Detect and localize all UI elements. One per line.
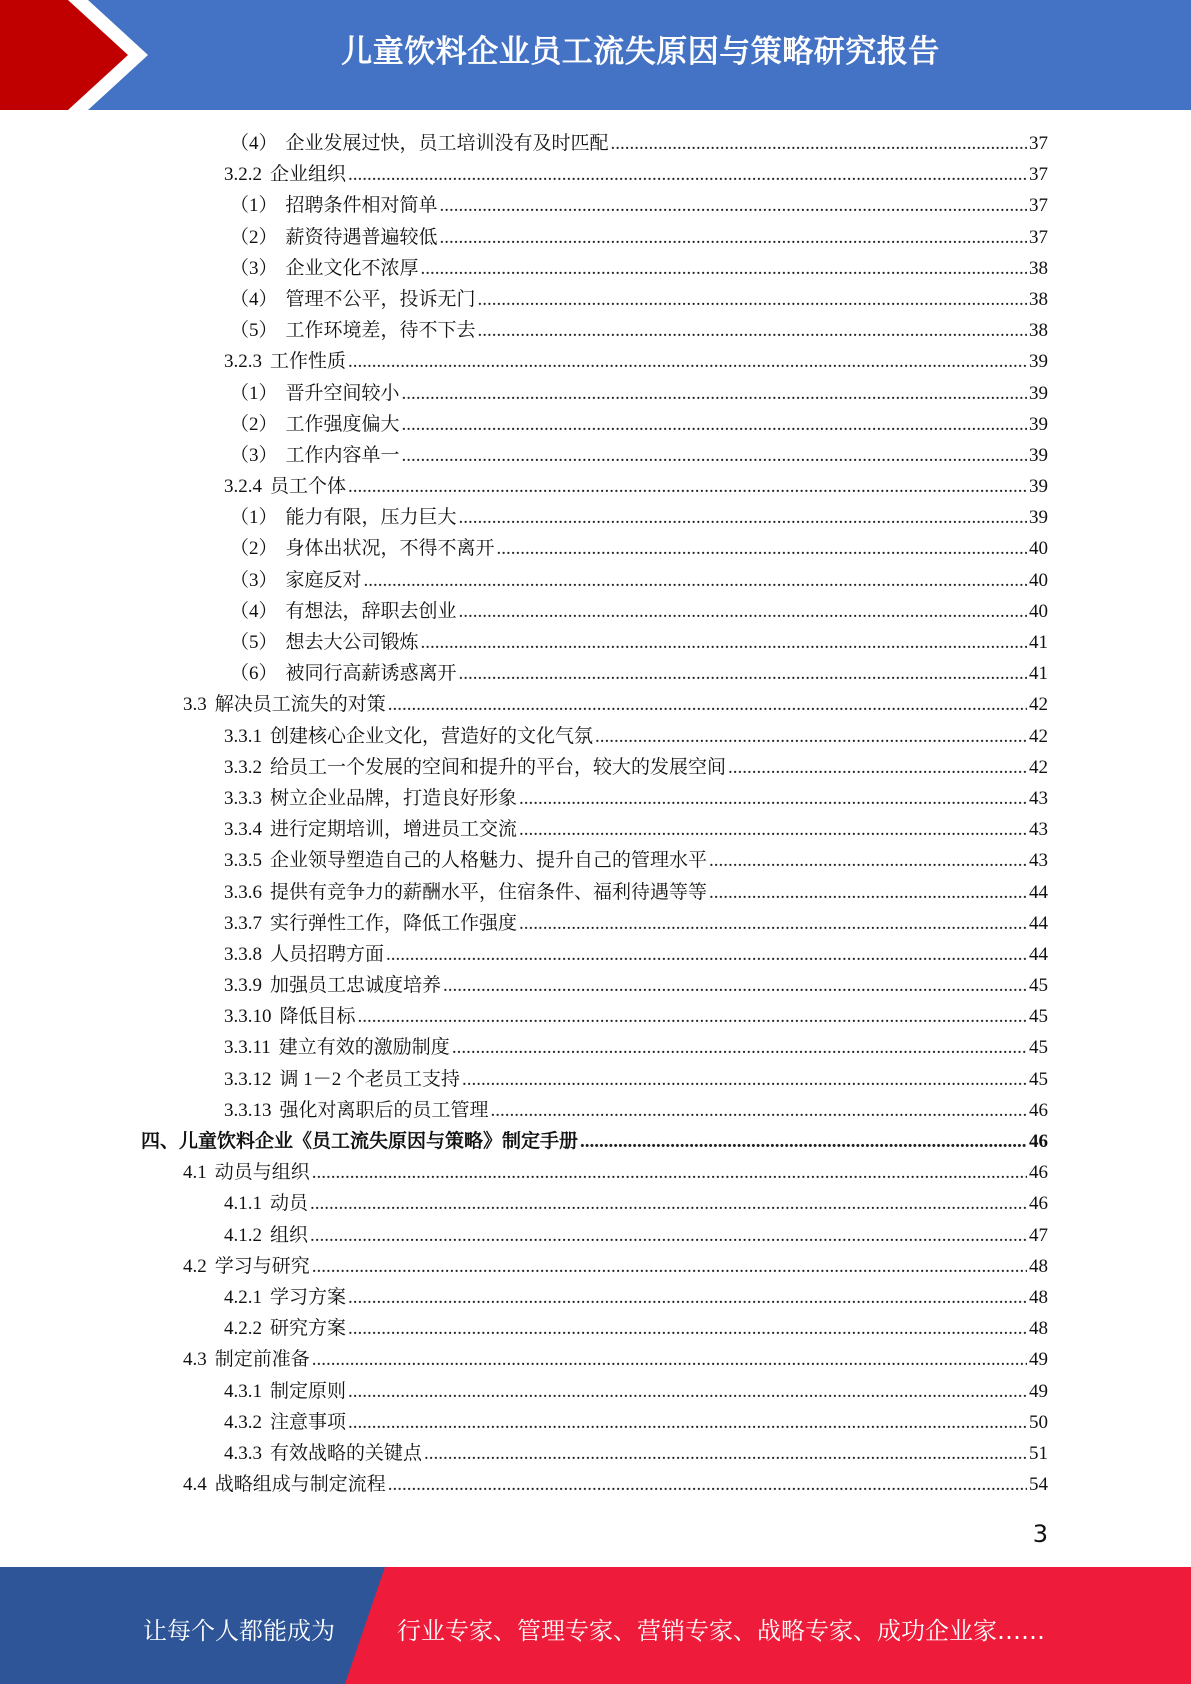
toc-entry[interactable] (141, 658, 1048, 689)
page-number: 3 (1032, 1520, 1048, 1548)
toc-dot-leader (348, 1287, 1027, 1309)
toc-dot-leader (452, 1037, 1027, 1059)
toc-dot-leader (358, 1006, 1027, 1028)
toc-entry-number: 4.2.1 (224, 1286, 262, 1308)
toc-entry-page: 45 (1029, 1037, 1048, 1059)
toc-entry-number: （6） (230, 663, 278, 685)
toc-entry-title: 注意事项 (270, 1411, 347, 1433)
toc-entry-title: 有想法，辞职去创业 (285, 600, 457, 622)
toc-entry[interactable] (141, 315, 1048, 346)
toc-entry-title: 员工个体 (270, 476, 347, 498)
toc-entry-title: 企业文化不浓厚 (285, 257, 419, 279)
toc-dot-leader (462, 1069, 1027, 1091)
toc-entry-title: 动员 (270, 1193, 309, 1215)
toc-entry[interactable] (141, 752, 1048, 783)
toc-entry-number: 3.3.2 (224, 756, 262, 778)
toc-entry-number: 4.3.1 (224, 1380, 262, 1402)
toc-entry-page: 54 (1029, 1474, 1048, 1496)
toc-entry-page: 43 (1029, 787, 1048, 809)
toc-entry[interactable] (141, 502, 1048, 533)
toc-entry-title: 薪资待遇普遍较低 (285, 226, 438, 248)
toc-entry-page: 42 (1029, 725, 1048, 747)
toc-entry-page: 48 (1029, 1286, 1048, 1308)
toc-entry[interactable] (141, 284, 1048, 315)
toc-dot-leader (440, 227, 1027, 249)
toc-entry[interactable] (141, 1469, 1048, 1500)
page-header (0, 0, 1191, 110)
toc-dot-leader (709, 882, 1027, 904)
toc-entry[interactable] (141, 970, 1048, 1001)
toc-entry-title: 研究方案 (270, 1318, 347, 1340)
toc-entry-page: 44 (1029, 881, 1048, 903)
toc-entry-page: 42 (1029, 756, 1048, 778)
toc-entry-page: 43 (1029, 850, 1048, 872)
toc-entry[interactable] (141, 1407, 1048, 1438)
toc-entry-title: 晋升空间较小 (285, 382, 400, 404)
toc-dot-leader (491, 1100, 1027, 1122)
toc-dot-leader (348, 1412, 1027, 1434)
toc-entry-number: 3.3.11 (224, 1037, 271, 1059)
toc-entry-title: 学习与研究 (214, 1255, 310, 1277)
toc-entry-page: 40 (1029, 538, 1048, 560)
toc-entry-page: 45 (1029, 1006, 1048, 1028)
toc-entry-title: 工作环境差，待不下去 (285, 320, 476, 342)
toc-entry[interactable] (141, 253, 1048, 284)
toc-dot-leader (348, 164, 1027, 186)
toc-entry-page: 49 (1029, 1349, 1048, 1371)
toc-entry-title: 进行定期培训，增进员工交流 (270, 819, 518, 841)
toc-entry-number: 3.2.2 (224, 164, 262, 186)
toc-entry-number: （4） (230, 600, 278, 622)
toc-entry-page: 41 (1029, 632, 1048, 653)
toc-entry-number: 3.3.4 (224, 819, 262, 841)
toc-entry-page: 49 (1029, 1380, 1048, 1402)
toc-entry-number: 4.2.2 (224, 1318, 262, 1340)
toc-entry-page: 38 (1029, 320, 1048, 342)
toc-entry[interactable] (141, 596, 1048, 627)
toc-entry-number: 3.3.10 (224, 1006, 272, 1028)
toc-entry-title: 工作强度偏大 (285, 413, 400, 435)
toc-entry[interactable] (141, 190, 1048, 221)
toc-entry-number: 4.4 (183, 1474, 207, 1496)
table-of-contents (141, 128, 1048, 1500)
toc-dot-leader (386, 944, 1027, 966)
toc-dot-leader (497, 538, 1027, 560)
toc-entry-title: 树立企业品牌，打造良好形象 (270, 787, 518, 809)
toc-entry[interactable] (141, 159, 1048, 190)
toc-entry-title: 制定前准备 (214, 1349, 310, 1371)
toc-entry-title: 企业组织 (270, 164, 347, 186)
toc-entry-page: 39 (1029, 476, 1048, 498)
toc-entry[interactable] (141, 1438, 1048, 1469)
toc-entry-title: 加强员工忠诚度培养 (270, 975, 442, 997)
toc-entry[interactable] (141, 783, 1048, 814)
toc-entry-page: 45 (1029, 975, 1048, 997)
toc-entry[interactable] (141, 1032, 1048, 1063)
toc-entry-number: 3.2.3 (224, 351, 262, 373)
toc-entry-title: 提供有竞争力的薪酬水平，住宿条件、福利待遇等等 (270, 881, 708, 903)
toc-entry-page: 46 (1029, 1099, 1048, 1121)
toc-entry-number: 3.3.6 (224, 881, 262, 903)
toc-entry[interactable] (141, 939, 1048, 970)
toc-entry-page: 39 (1029, 351, 1048, 373)
toc-entry-title: 给员工一个发展的空间和提升的平台，较大的发展空间 (270, 756, 727, 778)
toc-entry-number: 4.1.2 (224, 1224, 262, 1246)
toc-entry-title: 建立有效的激励制度 (278, 1037, 450, 1059)
toc-entry-title: 强化对离职后的员工管理 (279, 1099, 489, 1121)
toc-entry-title: 调 1－2 个老员工支持 (279, 1068, 461, 1090)
toc-entry[interactable] (141, 1064, 1048, 1095)
toc-entry[interactable] (141, 128, 1048, 159)
toc-dot-leader (402, 445, 1027, 467)
toc-entry[interactable] (141, 440, 1048, 471)
toc-entry-title: 动员与组织 (214, 1162, 310, 1184)
toc-entry-number: （4） (230, 133, 278, 154)
toc-entry[interactable] (141, 378, 1048, 409)
toc-entry-number: （2） (230, 226, 278, 248)
footer-slogan-left: 让每个人都能成为 (143, 1617, 335, 1645)
toc-entry-number: （3） (230, 569, 278, 591)
toc-entry-title: 组织 (270, 1224, 309, 1246)
toc-entry-number: （3） (230, 444, 278, 466)
toc-entry[interactable] (141, 471, 1048, 502)
toc-entry-page: 37 (1029, 164, 1048, 186)
toc-entry[interactable] (141, 533, 1048, 564)
toc-entry[interactable] (141, 1188, 1048, 1219)
toc-dot-leader (459, 507, 1027, 529)
toc-dot-leader (348, 351, 1027, 373)
toc-dot-leader (312, 1349, 1027, 1371)
toc-entry-page: 50 (1029, 1411, 1048, 1433)
toc-entry-number: 3.3.12 (224, 1068, 272, 1090)
toc-entry[interactable] (141, 627, 1048, 658)
toc-entry-page: 44 (1029, 943, 1048, 965)
toc-entry-title: 企业领导塑造自己的人格魅力、提升自己的管理水平 (270, 850, 708, 872)
toc-entry[interactable] (141, 1220, 1048, 1251)
toc-entry[interactable] (141, 877, 1048, 908)
toc-entry-number: 3.3.8 (224, 943, 262, 965)
toc-entry[interactable] (141, 1282, 1048, 1313)
toc-dot-leader (459, 601, 1027, 623)
toc-entry-title: 家庭反对 (285, 569, 362, 591)
toc-entry[interactable] (141, 1001, 1048, 1032)
toc-dot-leader (421, 258, 1027, 280)
toc-entry-number: 4.2 (183, 1255, 207, 1277)
toc-dot-leader (709, 850, 1027, 872)
toc-entry[interactable] (141, 1095, 1048, 1126)
toc-entry-number: 3.3.13 (224, 1099, 272, 1121)
toc-dot-leader (312, 1256, 1027, 1278)
toc-entry-page: 42 (1029, 694, 1048, 716)
toc-dot-leader (440, 195, 1027, 217)
toc-dot-leader (519, 819, 1027, 841)
toc-entry-title: 企业发展过快，员工培训没有及时匹配 (285, 133, 609, 154)
toc-entry-number: （2） (230, 413, 278, 435)
toc-entry-number: （3） (230, 257, 278, 279)
toc-entry-number: 3.3.3 (224, 787, 262, 809)
toc-entry[interactable] (141, 1126, 1048, 1157)
toc-entry-title: 学习方案 (270, 1286, 347, 1308)
toc-entry-title: 管理不公平，投诉无门 (285, 288, 476, 310)
toc-entry-title: 身体出状况，不得不离开 (285, 538, 495, 560)
toc-dot-leader (364, 570, 1027, 592)
toc-dot-leader (388, 1474, 1027, 1496)
toc-dot-leader (478, 289, 1027, 311)
toc-entry-page: 39 (1029, 444, 1048, 466)
toc-entry-title: 工作内容单一 (285, 444, 400, 466)
toc-entry[interactable] (141, 565, 1048, 596)
toc-entry-page: 40 (1029, 600, 1048, 622)
toc-dot-leader (728, 757, 1027, 779)
toc-entry-number: 3.3.9 (224, 975, 262, 997)
toc-entry-title: 解决员工流失的对策 (214, 694, 386, 716)
toc-entry-page: 37 (1029, 133, 1048, 154)
toc-entry[interactable] (141, 908, 1048, 939)
document-title: 儿童饮料企业员工流失原因与策略研究报告 (341, 34, 940, 70)
toc-entry-number: 3.2.4 (224, 476, 262, 498)
toc-entry[interactable] (141, 1344, 1048, 1375)
toc-entry-title: 实行弹性工作，降低工作强度 (270, 912, 518, 934)
toc-dot-leader (580, 1131, 1027, 1153)
toc-entry[interactable] (141, 1313, 1048, 1344)
toc-entry-title: 想去大公司锻炼 (285, 632, 419, 653)
toc-entry-title: 能力有限，压力巨大 (285, 507, 457, 529)
toc-entry-number: （2） (230, 538, 278, 560)
toc-dot-leader (459, 663, 1027, 685)
toc-entry-number: 4.3 (183, 1349, 207, 1371)
toc-entry-title: 招聘条件相对简单 (285, 195, 438, 217)
toc-entry-page: 46 (1029, 1162, 1048, 1184)
toc-entry-number: 3.3.5 (224, 850, 262, 872)
toc-entry-title: 降低目标 (279, 1006, 356, 1028)
toc-entry[interactable] (141, 409, 1048, 440)
toc-dot-leader (348, 476, 1027, 498)
toc-entry-number: 3.3.7 (224, 912, 262, 934)
toc-dot-leader (348, 1381, 1027, 1403)
toc-entry[interactable] (141, 689, 1048, 720)
toc-entry-page: 51 (1029, 1442, 1048, 1464)
toc-dot-leader (611, 133, 1027, 155)
toc-dot-leader (310, 1193, 1027, 1215)
toc-entry-title: 战略组成与制定流程 (214, 1474, 386, 1496)
toc-entry-number: 4.1 (183, 1162, 207, 1184)
toc-entry-page: 39 (1029, 382, 1048, 404)
footer-slogan-right: 行业专家、管理专家、营销专家、战略专家、成功企业家…… (397, 1617, 1045, 1645)
toc-entry-page: 43 (1029, 819, 1048, 841)
toc-entry-page: 41 (1029, 663, 1048, 685)
toc-entry[interactable] (141, 1251, 1048, 1282)
toc-dot-leader (402, 414, 1027, 436)
toc-dot-leader (424, 1443, 1027, 1465)
toc-entry-title: 工作性质 (270, 351, 347, 373)
toc-entry-page: 48 (1029, 1318, 1048, 1340)
toc-entry-page: 39 (1029, 413, 1048, 435)
toc-entry-title: 创建核心企业文化，营造好的文化气氛 (270, 725, 594, 747)
toc-dot-leader (519, 913, 1027, 935)
toc-entry[interactable] (141, 1376, 1048, 1407)
toc-entry-number: 3.3 (183, 694, 207, 716)
toc-entry-number: （5） (230, 320, 278, 342)
toc-entry-number: （1） (230, 195, 278, 217)
toc-entry[interactable] (141, 346, 1048, 377)
toc-dot-leader (310, 1225, 1027, 1247)
toc-entry-title: 四、儿童饮料企业《员工流失原因与策略》制定手册 (141, 1131, 579, 1152)
toc-entry-title: 被同行高薪诱惑离开 (285, 663, 457, 685)
toc-dot-leader (388, 694, 1027, 716)
toc-entry-title: 有效战略的关键点 (270, 1442, 423, 1464)
toc-entry-number: （4） (230, 288, 278, 310)
toc-entry-number: 4.3.2 (224, 1411, 262, 1433)
toc-entry-number: （5） (230, 632, 278, 653)
toc-entry-page: 37 (1029, 195, 1048, 217)
toc-dot-leader (312, 1162, 1027, 1184)
toc-dot-leader (402, 383, 1027, 405)
toc-entry-title: 人员招聘方面 (270, 943, 385, 965)
page-footer (0, 1567, 1191, 1684)
toc-entry-page: 46 (1029, 1193, 1048, 1215)
toc-entry-number: 4.3.3 (224, 1442, 262, 1464)
toc-dot-leader (421, 632, 1027, 654)
toc-dot-leader (348, 1318, 1027, 1340)
toc-entry-page: 38 (1029, 257, 1048, 279)
toc-entry[interactable] (141, 845, 1048, 876)
toc-entry-page: 47 (1029, 1224, 1048, 1246)
toc-entry-number: （1） (230, 382, 278, 404)
toc-dot-leader (519, 788, 1027, 810)
toc-entry-page: 37 (1029, 226, 1048, 248)
toc-entry-number: 4.1.1 (224, 1193, 262, 1215)
toc-dot-leader (595, 726, 1027, 748)
toc-entry-page: 39 (1029, 507, 1048, 529)
toc-entry-number: 3.3.1 (224, 725, 262, 747)
toc-entry[interactable] (141, 222, 1048, 253)
toc-entry-page: 38 (1029, 288, 1048, 310)
toc-entry-page: 46 (1029, 1131, 1048, 1152)
toc-entry-page: 45 (1029, 1068, 1048, 1090)
toc-entry-page: 44 (1029, 912, 1048, 934)
toc-entry-page: 48 (1029, 1255, 1048, 1277)
toc-entry[interactable] (141, 814, 1048, 845)
toc-entry[interactable] (141, 721, 1048, 752)
toc-dot-leader (443, 975, 1027, 997)
toc-entry-page: 40 (1029, 569, 1048, 591)
toc-entry[interactable] (141, 1157, 1048, 1188)
toc-entry-number: （1） (230, 507, 278, 529)
toc-dot-leader (478, 320, 1027, 342)
toc-entry-title: 制定原则 (270, 1380, 347, 1402)
